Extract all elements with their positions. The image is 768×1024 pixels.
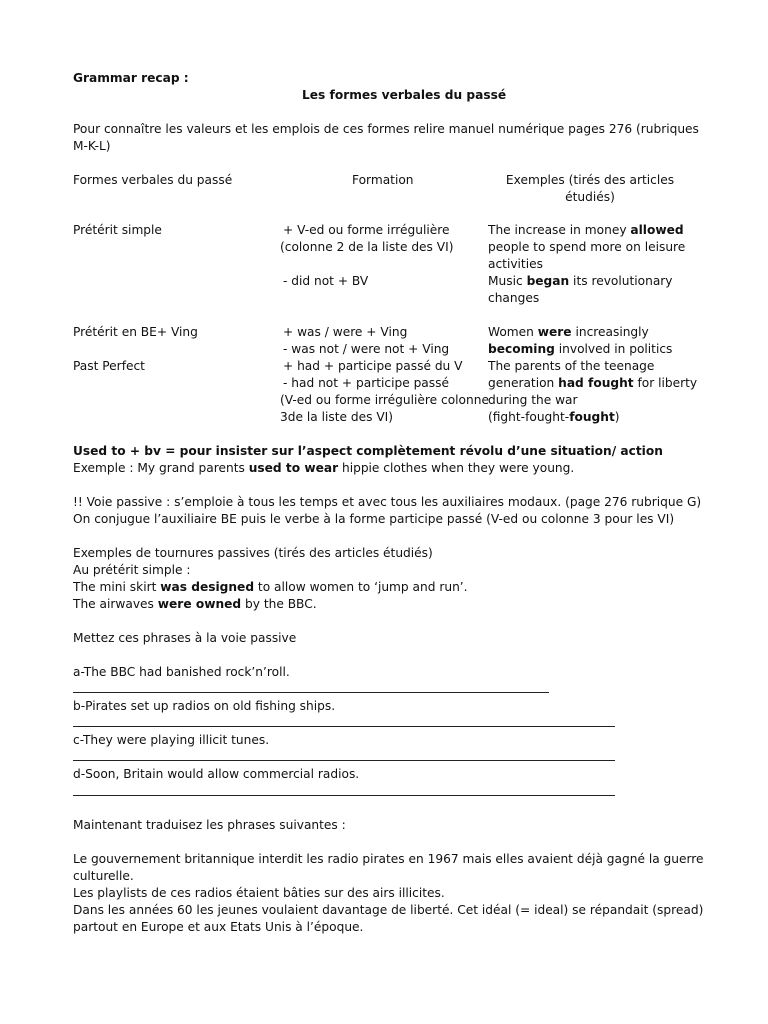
used-to-example: Exemple : My grand parents used to wear hippie clothes when they were young. [73, 461, 575, 475]
translation-paragraph-1: Le gouvernement britannique interdit les radio pirates en 1967 mais elles avaient déjà gagné la guerre culturelle. [73, 852, 704, 883]
exercise-sentence-d: d-Soon, Britain would allow commercial radios. [73, 767, 360, 781]
passive-example-1: The mini skirt was designed to allow women to ‘jump and run’. [73, 580, 468, 594]
header-formation: Formation [352, 173, 414, 187]
row-preterit-simple-name: Prétérit simple [73, 223, 162, 237]
past-perfect-formation-3: (V-ed ou forme irrégulière colonne [280, 393, 489, 407]
passive-note-1: !! Voie passive : s’emploie à tous les temps et avec tous les auxiliaires modaux. (page 276 rubrique G) [73, 495, 702, 509]
past-perfect-formation-2: - had not + participe passé [283, 376, 449, 390]
preterit-simple-formation-2: (colonne 2 de la liste des VI) [280, 240, 454, 254]
translation-paragraph-2: Les playlists de ces radios étaient bâties sur des airs illicites. [73, 886, 445, 900]
preterit-simple-example-4: Music began its revolutionary [488, 274, 673, 288]
passive-example-2: The airwaves were owned by the BBC. [73, 597, 317, 611]
preterit-simple-example-5: changes [488, 291, 540, 305]
answer-line-c [73, 760, 615, 761]
answer-line-b [73, 726, 615, 727]
past-perfect-example-1: The parents of the teenage [488, 359, 655, 373]
intro-line-1: Pour connaître les valeurs et les emplois de ces formes relire manuel numérique pages 276 (rubriques [73, 122, 699, 136]
answer-line-a [73, 692, 549, 693]
past-perfect-example-4: (fight-fought-fought) [488, 410, 620, 424]
header-forms: Formes verbales du passé [73, 173, 233, 187]
exercise-sentence-a: a-The BBC had banished rock’n’roll. [73, 665, 290, 679]
preterit-simple-formation-1: + V-ed ou forme irrégulière [283, 223, 450, 237]
exercise-sentence-b: b-Pirates set up radios on old fishing ships. [73, 699, 336, 713]
past-perfect-example-3: during the war [488, 393, 578, 407]
exercise-sentence-c: c-They were playing illicit tunes. [73, 733, 270, 747]
exercise-instruction: Mettez ces phrases à la voie passive [73, 631, 297, 645]
header-examples-line2: étudiés) [565, 190, 615, 204]
preterit-simple-formation-3: - did not + BV [283, 274, 369, 288]
preterit-simple-example-1: The increase in money allowed [488, 223, 684, 237]
page-title: Les formes verbales du passé [302, 88, 507, 102]
passive-examples-tense: Au prétérit simple : [73, 563, 191, 577]
past-perfect-formation-4: 3de la liste des VI) [280, 410, 394, 424]
passive-examples-intro: Exemples de tournures passives (tirés des articles étudiés) [73, 546, 433, 560]
header-examples [490, 172, 690, 206]
intro-line-2: M-K-L) [73, 139, 111, 153]
used-to-rule: Used to + bv = pour insister sur l’aspect complètement révolu d’une situation/ action [73, 444, 663, 458]
translation-paragraph-3: Dans les années 60 les jeunes voulaient davantage de liberté. Cet idéal (= ideal) se répandait (spread) partout en Europe et aux Etats Unis à l’époque. [73, 903, 704, 934]
preterit-be-example-2: becoming involved in politics [488, 342, 673, 356]
preterit-simple-example-2: people to spend more on leisure [488, 240, 686, 254]
passive-note-2: On conjugue l’auxiliaire BE puis le verbe à la forme participe passé (V-ed ou colonne 3 pour les VI) [73, 512, 675, 526]
header-examples-line1: Exemples (tirés des articles [505, 173, 675, 187]
answer-line-d [73, 795, 615, 796]
preterit-be-formation-2: - was not / were not + Ving [283, 342, 450, 356]
translation-instruction: Maintenant traduisez les phrases suivantes : [73, 818, 346, 832]
preterit-simple-example-3: activities [488, 257, 543, 271]
row-past-perfect-name: Past Perfect [73, 359, 145, 373]
preterit-be-example-1: Women were increasingly [488, 325, 649, 339]
grammar-recap-label: Grammar recap : [73, 71, 189, 85]
past-perfect-formation-1: + had + participe passé du V [283, 359, 463, 373]
row-preterit-be-name: Prétérit en BE+ Ving [73, 325, 198, 339]
preterit-be-formation-1: + was / were + Ving [283, 325, 408, 339]
past-perfect-example-2: generation had fought for liberty [488, 376, 698, 390]
